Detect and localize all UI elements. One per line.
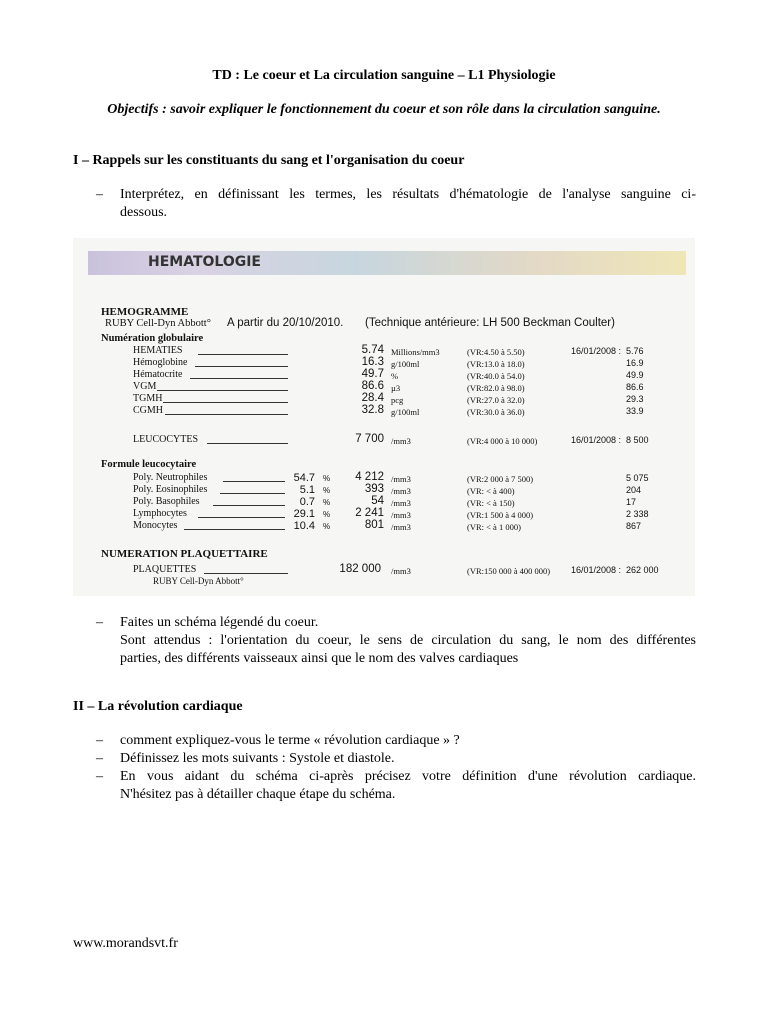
row-previous: 17 — [626, 497, 637, 507]
row-unit: /mm3 — [391, 522, 411, 532]
row-unit: /mm3 — [391, 566, 411, 576]
footer-url: www.morandsvt.fr — [73, 936, 178, 951]
bullet-line: Définissez les mots suivants : Systole et diastole. — [120, 751, 395, 766]
plaquettes-heading: NUMERATION PLAQUETTAIRE — [101, 548, 268, 560]
row-value: 182 000 — [339, 563, 381, 575]
row-ref: (VR:27.0 à 32.0) — [467, 395, 525, 405]
row-label: LEUCOCYTES — [133, 434, 198, 445]
report-row-hemoglobine — [73, 357, 695, 369]
row-ref: (VR:2 000 à 7 500) — [467, 474, 534, 484]
row-percent-unit: % — [323, 486, 331, 495]
row-value: 32.8 — [361, 404, 384, 416]
row-label: HEMATIES — [133, 345, 183, 356]
technique-note: (Technique antérieure: LH 500 Beckman Coulter) — [365, 317, 615, 329]
bullet-line: parties, des différents vaisseaux ainsi que le nom des valves cardiaques — [120, 651, 519, 666]
date-note: A partir du 20/10/2010. — [227, 317, 344, 329]
row-percent-unit: % — [323, 510, 331, 519]
row-date: 16/01/2008 : — [571, 346, 622, 356]
report-row-basophiles — [73, 496, 695, 508]
row-unit: g/100ml — [391, 407, 420, 417]
row-label: Lymphocytes — [133, 508, 187, 519]
report-row-hematies — [73, 345, 695, 357]
row-percent: 29.1 — [293, 508, 315, 520]
row-percent-unit: % — [323, 474, 331, 483]
row-previous: 29.3 — [626, 394, 644, 404]
row-previous: 5.76 — [626, 346, 644, 356]
section-1-heading: I – Rappels sur les constituants du sang et l'organisation du coeur — [73, 153, 465, 168]
row-unit: /mm3 — [391, 498, 411, 508]
row-unit: /mm3 — [391, 436, 411, 446]
ruby-label: RUBY Cell-Dyn Abbott° — [105, 318, 211, 329]
row-ref: (VR:4 000 à 10 000) — [467, 436, 538, 446]
row-value: 2 241 — [355, 507, 384, 519]
row-unit: µ3 — [391, 383, 401, 393]
document-title: TD : Le coeur et La circulation sanguine – L1 Physiologie — [212, 68, 556, 83]
bullet-definitions — [96, 750, 696, 768]
report-row-hematocrite — [73, 369, 695, 381]
row-ref: (VR:13.0 à 18.0) — [467, 359, 525, 369]
bullet-line: Faites un schéma légendé du coeur. — [120, 615, 319, 630]
row-percent-unit: % — [323, 498, 331, 507]
row-date: 16/01/2008 : — [571, 435, 622, 445]
row-label: TGMH — [133, 393, 163, 404]
row-value: 801 — [364, 519, 384, 531]
bullet-dash: – — [96, 615, 103, 630]
row-label: PLAQUETTES — [133, 564, 197, 575]
bullet-interpret — [96, 186, 696, 222]
report-row-neutrophiles — [73, 472, 695, 484]
row-ref: (VR:30.0 à 36.0) — [467, 407, 525, 417]
row-ref: (VR:4.50 à 5.50) — [467, 347, 525, 357]
row-previous: 16.9 — [626, 358, 644, 368]
report-row-eosinophiles — [73, 484, 695, 496]
bullet-dash: – — [96, 187, 103, 202]
row-label: VGM — [133, 381, 157, 392]
row-value: 49.7 — [361, 368, 384, 380]
row-previous: 8 500 — [626, 435, 649, 445]
row-previous: 86.6 — [626, 382, 644, 392]
row-previous: 5 075 — [626, 473, 649, 483]
report-row-plaquettes — [73, 564, 695, 576]
objectives: Objectifs : savoir expliquer le fonctionnement du coeur et son rôle dans la circulation sanguine. — [107, 102, 661, 117]
bullet-revolution — [96, 732, 696, 750]
row-label: Hémoglobine — [133, 357, 188, 368]
row-percent: 5.1 — [299, 484, 315, 496]
report-row-vgm — [73, 381, 695, 393]
ruby-label-footer: RUBY Cell-Dyn Abbott° — [153, 576, 244, 586]
report-row-monocytes — [73, 520, 695, 532]
row-ref: (VR:82.0 à 98.0) — [467, 383, 525, 393]
row-unit: pcg — [391, 395, 404, 405]
bullet-schema — [96, 614, 696, 668]
row-value: 86.6 — [361, 380, 384, 392]
hematology-report-scan — [73, 238, 695, 596]
bullet-line: comment expliquez-vous le terme « révolution cardiaque » ? — [120, 733, 460, 748]
row-percent-unit: % — [323, 522, 331, 531]
bullet-line: N'hésitez pas à détailler chaque étape du schéma. — [120, 787, 396, 802]
row-label: Hématocrite — [133, 369, 183, 380]
row-previous: 867 — [626, 521, 642, 531]
row-value: 16.3 — [361, 356, 384, 368]
row-ref: (VR:40.0 à 54.0) — [467, 371, 525, 381]
bullet-dash: – — [96, 769, 103, 784]
numeration-heading: Numération globulaire — [101, 333, 204, 344]
row-previous: 49.9 — [626, 370, 644, 380]
row-ref: (VR: < à 150) — [467, 498, 515, 508]
bullet-schema-revolution — [96, 768, 696, 804]
row-value: 4 212 — [355, 471, 384, 483]
bullet-line: dessous. — [120, 205, 168, 220]
row-label: CGMH — [133, 405, 164, 416]
report-row-leucocytes — [73, 434, 695, 446]
row-unit: g/100ml — [391, 359, 420, 369]
row-label: Poly. Neutrophiles — [133, 472, 208, 483]
formule-heading: Formule leucocytaire — [101, 459, 197, 470]
row-percent: 54.7 — [293, 472, 315, 484]
bullet-line: Sont attendus : l'orientation du coeur, le sens de circulation du sang, le nom des différentes — [120, 633, 696, 648]
row-previous: 2 338 — [626, 509, 649, 519]
row-value: 393 — [364, 483, 384, 495]
hemogramme-heading: HEMOGRAMME — [101, 306, 189, 318]
row-value: 54 — [371, 495, 384, 507]
row-value: 28.4 — [361, 392, 384, 404]
row-ref: (VR:150 000 à 400 000) — [467, 566, 551, 576]
row-percent: 0.7 — [299, 496, 315, 508]
bullet-line: En vous aidant du schéma ci-après précisez votre définition d'une révolution cardiaque. — [120, 769, 696, 784]
row-unit: Millions/mm3 — [391, 347, 440, 357]
row-label: Monocytes — [133, 520, 178, 531]
row-unit: /mm3 — [391, 486, 411, 496]
row-unit: % — [391, 371, 399, 381]
row-percent: 10.4 — [293, 520, 315, 532]
bullet-line: Interprétez, en définissant les termes, les résultats d'hématologie de l'analyse sanguine ci- — [120, 187, 696, 202]
row-value: 7 700 — [355, 433, 384, 445]
bullet-dash: – — [96, 751, 103, 766]
row-ref: (VR:1 500 à 4 000) — [467, 510, 534, 520]
row-ref: (VR: < à 1 000) — [467, 522, 521, 532]
row-previous: 262 000 — [626, 565, 659, 575]
row-ref: (VR: < à 400) — [467, 486, 515, 496]
row-unit: /mm3 — [391, 474, 411, 484]
report-row-cgmh — [73, 405, 695, 417]
section-2-heading: II – La révolution cardiaque — [73, 699, 243, 714]
bullet-dash: – — [96, 733, 103, 748]
report-row-lymphocytes — [73, 508, 695, 520]
report-banner — [88, 251, 686, 275]
row-unit: /mm3 — [391, 510, 411, 520]
row-date: 16/01/2008 : — [571, 565, 622, 575]
report-banner-title: HEMATOLOGIE — [148, 254, 261, 270]
report-row-tgmh — [73, 393, 695, 405]
row-label: Poly. Basophiles — [133, 496, 200, 507]
row-label: Poly. Eosinophiles — [133, 484, 208, 495]
row-previous: 33.9 — [626, 406, 644, 416]
row-previous: 204 — [626, 485, 642, 495]
row-value: 5.74 — [361, 344, 384, 356]
